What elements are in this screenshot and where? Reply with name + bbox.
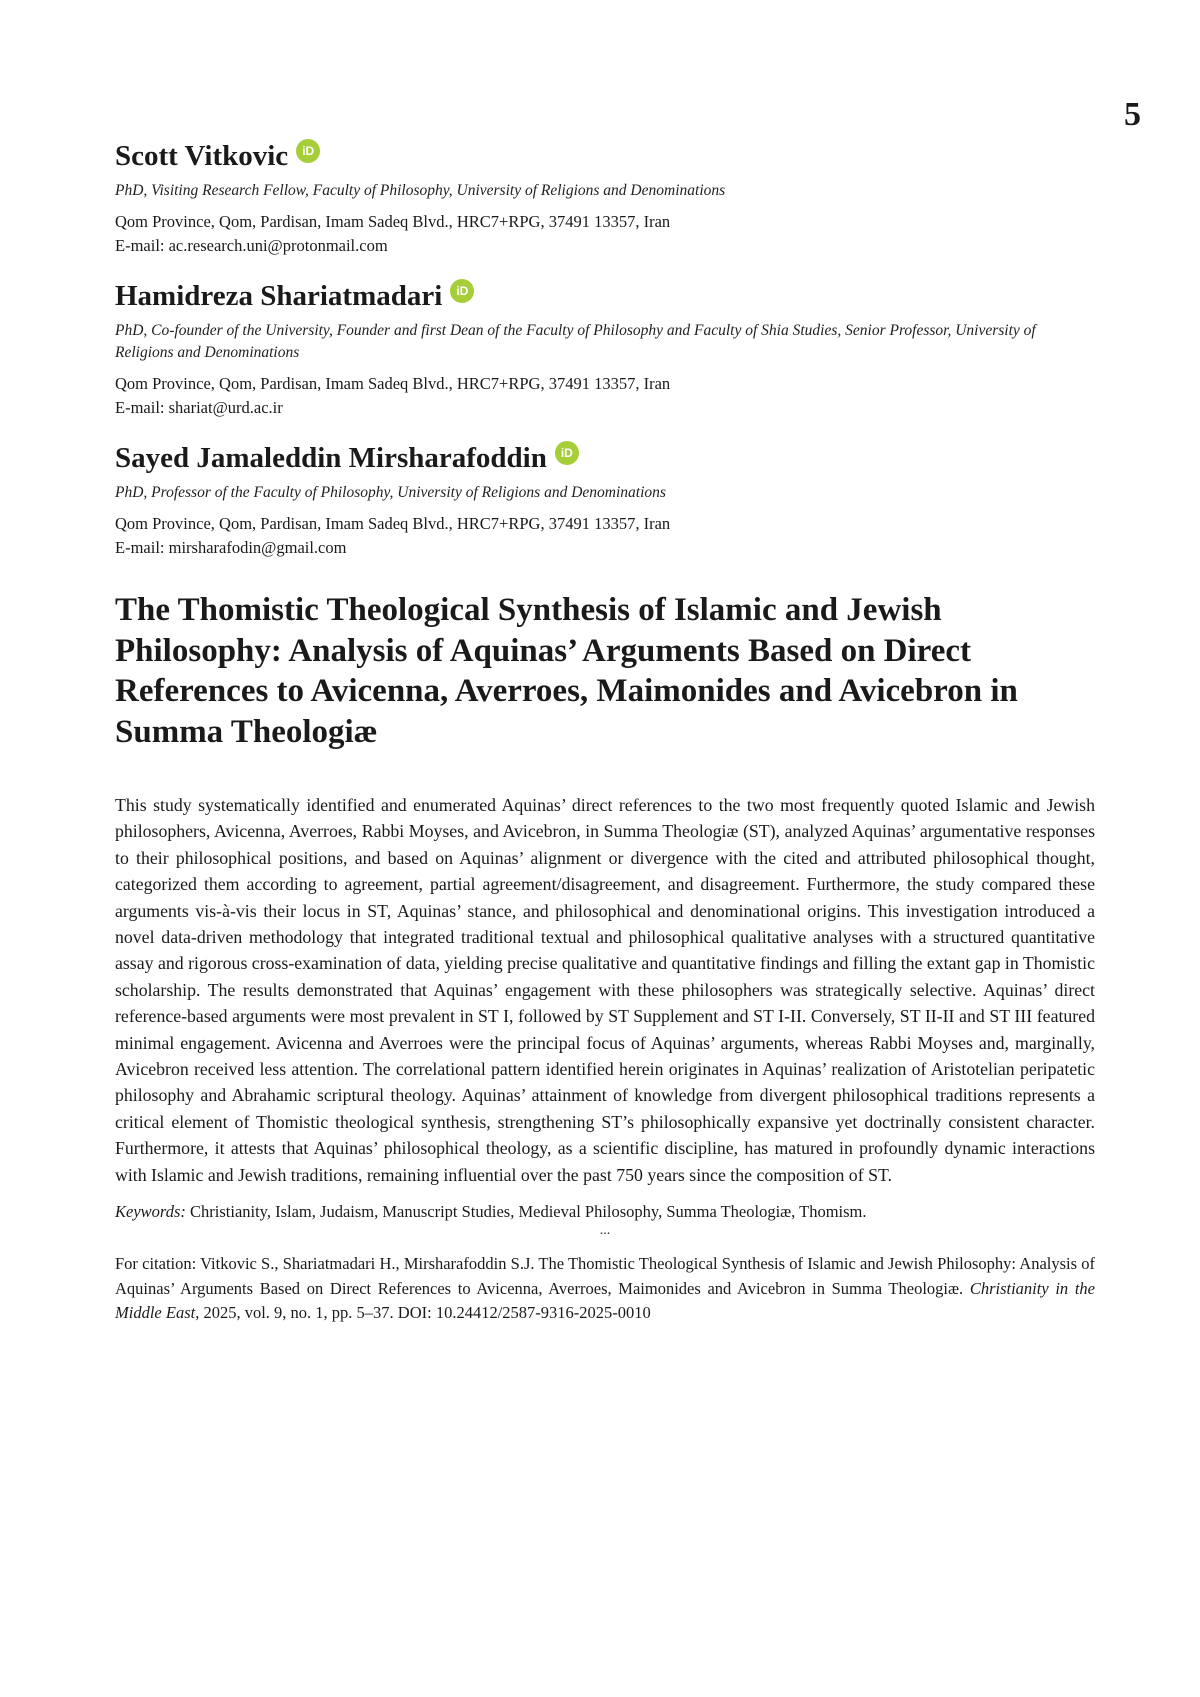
keywords xyxy=(115,1200,1095,1224)
author-name xyxy=(115,138,1095,174)
author-affiliation: PhD, Professor of the Faculty of Philosophy, University of Religions and Denominations xyxy=(115,484,666,501)
separator: ... xyxy=(599,1223,611,1239)
keywords-list: Christianity, Islam, Judaism, Manuscript Studies, Medieval Philosophy, Summa Theologiæ, Thomism. xyxy=(185,1202,867,1222)
orcid-icon[interactable]: iD xyxy=(296,139,320,163)
author-address: Qom Province, Qom, Pardisan, Imam Sadeq Blvd., HRC7+RPG, 37491 13357, Iran xyxy=(115,374,671,393)
author-email: E-mail: ac.research.uni@protonmail.com xyxy=(115,236,388,255)
abstract: This study systematically identified and enumerated Aquinas’ direct references to the two most frequently quoted Islamic and Jewish philosophers, Avicenna, Averroes, Rabbi Moyses, and Avicebron, in Summa Theologiæ (ST), analyzed Aquinas’ argumentative responses to their philosophical positions, and based on Aquinas’ alignment or divergence with the cited and attributed philosophical thought, categorized them according to agreement, partial agreement/disagreement, and disagreement. Furthermore, the study compared these arguments vis-à-vis their locus in ST, Aquinas’ stance, and philosophical and denominational origins. This investigation introduced a novel data-driven methodology that integrated traditional textual and philosophical qualitative analyses with a structured quantitative assay and rigorous cross-examination of data, yielding precise qualitative and quantitative findings and filling the extant gap in Thomistic scholarship. The results demonstrated that Aquinas’ engagement with these philosophers was strategically selective. Aquinas’ direct reference-based arguments were most prevalent in ST I, followed by ST Supplement and ST I-II. Conversely, ST II-II and ST III featured minimal engagement. Avicenna and Averroes were the principal focus of Aquinas’ arguments, whereas Rabbi Moyses and, marginally, Avicebron received less attention. The correlational pattern identified herein originates in Aquinas’ realization of Aristotelian peripatetic philosophy and Abrahamic scriptural theology. Aquinas’ attainment of knowledge from divergent philosophical traditions represents a critical element of Thomistic theological synthesis, strengthening ST’s philosophically expansive yet doctrinally consistent character. Furthermore, it attests that Aquinas’ philosophical theology, as a scientific discipline, has matured in profoundly dynamic interactions with Islamic and Jewish traditions, remaining influential over the past 750 years since the composition of ST. xyxy=(115,795,1095,1185)
article-front-matter xyxy=(115,138,1095,1326)
author-name-text: Scott Vitkovic xyxy=(115,140,289,172)
citation-details: 2025, vol. 9, no. 1, pp. 5–37. DOI: 10.24412/2587-9316-2025-0010 xyxy=(199,1303,651,1323)
author-affiliation: PhD, Co-founder of the University, Founder and first Dean of the Faculty of Philosophy and Faculty of Shia Studies, Senior Professor, University of Religions and Denominations xyxy=(115,322,1036,361)
citation-text: For citation: Vitkovic S., Shariatmadari H., Mirsharafoddin S.J. The Thomistic Theological Synthesis of Islamic and Jewish Philosophy: Analysis of Aquinas’ Arguments Based on Direct References to Avicenna, Averroes, Maimonides and Avicebron in Summa Theologiæ. xyxy=(115,1254,1095,1298)
author-affiliation: PhD, Visiting Research Fellow, Faculty of Philosophy, University of Religions and Denominations xyxy=(115,182,726,199)
article-title: The Thomistic Theological Synthesis of Islamic and Jewish Philosophy: Analysis of Aquinas’ Arguments Based on Direct References to Avicenna, Averroes, Maimonides and Avicebron in Summa Theologiæ xyxy=(115,592,1018,750)
orcid-icon[interactable]: iD xyxy=(555,441,579,465)
orcid-icon[interactable]: iD xyxy=(450,279,474,303)
author-address: Qom Province, Qom, Pardisan, Imam Sadeq Blvd., HRC7+RPG, 37491 13357, Iran xyxy=(115,212,671,231)
author-email: E-mail: mirsharafodin@gmail.com xyxy=(115,538,347,557)
author-block xyxy=(115,440,1095,560)
author-name xyxy=(115,440,1095,476)
citation-journal: Christianity in the Middle East, xyxy=(115,1278,1095,1323)
author-email: E-mail: shariat@urd.ac.ir xyxy=(115,398,283,417)
author-block xyxy=(115,138,1095,258)
page-number: 5 xyxy=(1124,96,1141,133)
keywords-label: Keywords: xyxy=(115,1202,186,1222)
author-address: Qom Province, Qom, Pardisan, Imam Sadeq Blvd., HRC7+RPG, 37491 13357, Iran xyxy=(115,514,671,533)
author-name xyxy=(115,278,1095,314)
author-name-text: Hamidreza Shariatmadari xyxy=(115,280,443,312)
author-block xyxy=(115,278,1095,420)
citation xyxy=(115,1252,1095,1326)
author-name-text: Sayed Jamaleddin Mirsharafoddin xyxy=(115,442,547,474)
